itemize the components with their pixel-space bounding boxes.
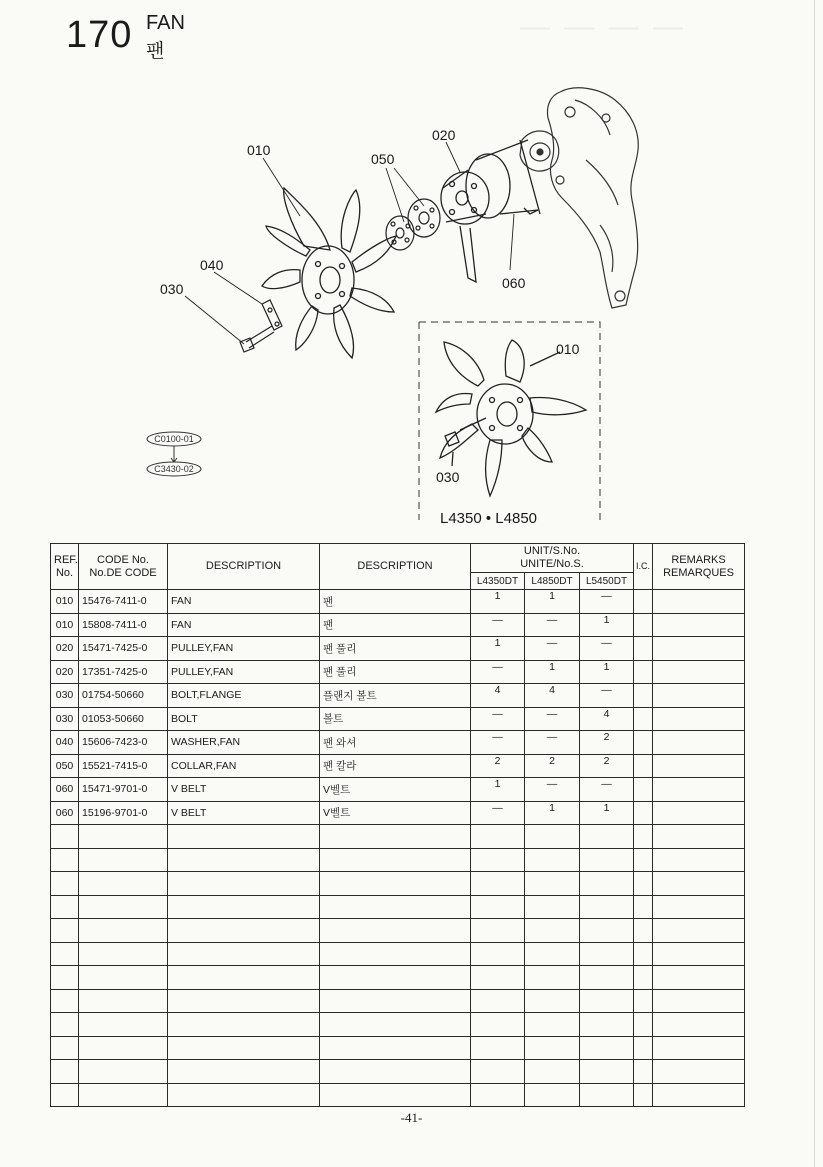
empty-table-row xyxy=(51,1013,745,1037)
qty-l4350dt-cell: 1 xyxy=(471,637,525,661)
description-en-cell xyxy=(168,825,320,849)
qty-l5450dt-cell: — xyxy=(580,684,634,708)
remarks-cell xyxy=(653,966,745,990)
parts-table-body xyxy=(51,590,745,1107)
qty-l4350dt-cell: 4 xyxy=(471,684,525,708)
description-en-cell xyxy=(168,919,320,943)
ref-no-cell: 050 xyxy=(51,754,79,778)
description-kr-cell: 팬 와셔 xyxy=(320,731,471,755)
code-no-cell: 17351-7425-0 xyxy=(79,660,168,684)
description-kr-cell xyxy=(320,825,471,849)
qty-l4350dt-cell: — xyxy=(471,801,525,825)
code-no-cell xyxy=(79,895,168,919)
ic-cell xyxy=(634,989,653,1013)
description-kr-cell: 볼트 xyxy=(320,707,471,731)
empty-table-row xyxy=(51,872,745,896)
description-en-cell: V BELT xyxy=(168,801,320,825)
header-unit: UNIT/S.No. UNITE/No.S. xyxy=(471,544,634,573)
qty-l5450dt-cell xyxy=(580,825,634,849)
description-kr-cell xyxy=(320,989,471,1013)
bleed-through-text: — — — — xyxy=(520,10,687,43)
code-no-cell: 15476-7411-0 xyxy=(79,590,168,614)
ref-no-cell xyxy=(51,919,79,943)
qty-l5450dt-cell xyxy=(580,1083,634,1107)
qty-l4850dt-cell xyxy=(525,1060,580,1084)
header-model-l5450dt: L5450DT xyxy=(580,573,634,590)
qty-l5450dt-cell xyxy=(580,919,634,943)
qty-l5450dt-cell xyxy=(580,1013,634,1037)
description-en-cell xyxy=(168,989,320,1013)
qty-l5450dt-cell: 1 xyxy=(580,660,634,684)
description-kr-cell xyxy=(320,1083,471,1107)
remarks-cell xyxy=(653,848,745,872)
qty-l4850dt-cell xyxy=(525,1083,580,1107)
code-no-cell xyxy=(79,1083,168,1107)
table-row xyxy=(51,637,745,661)
description-kr-cell xyxy=(320,919,471,943)
table-row xyxy=(51,590,745,614)
code-no-cell xyxy=(79,966,168,990)
table-row xyxy=(51,660,745,684)
ic-cell xyxy=(634,1013,653,1037)
header-code: CODE No. No.DE CODE xyxy=(79,544,168,590)
ic-cell xyxy=(634,872,653,896)
qty-l4350dt-cell xyxy=(471,966,525,990)
ref-no-cell: 060 xyxy=(51,801,79,825)
code-no-cell xyxy=(79,872,168,896)
qty-l4850dt-cell xyxy=(525,825,580,849)
qty-l4350dt-cell: — xyxy=(471,613,525,637)
description-kr-cell xyxy=(320,1060,471,1084)
ic-cell xyxy=(634,778,653,802)
ic-cell xyxy=(634,613,653,637)
remarks-cell xyxy=(653,754,745,778)
qty-l5450dt-cell: — xyxy=(580,637,634,661)
empty-table-row xyxy=(51,919,745,943)
ic-cell xyxy=(634,966,653,990)
code-no-cell xyxy=(79,848,168,872)
table-row xyxy=(51,731,745,755)
qty-l5450dt-cell: — xyxy=(580,778,634,802)
description-en-cell xyxy=(168,942,320,966)
ic-cell xyxy=(634,895,653,919)
code-no-cell xyxy=(79,1036,168,1060)
qty-l4350dt-cell: 1 xyxy=(471,778,525,802)
description-kr-cell xyxy=(320,848,471,872)
description-kr-cell: 팬 풀리 xyxy=(320,637,471,661)
code-no-cell xyxy=(79,825,168,849)
ref-no-cell: 030 xyxy=(51,684,79,708)
description-kr-cell xyxy=(320,872,471,896)
ic-cell xyxy=(634,660,653,684)
inset-callout-030: 030 xyxy=(436,469,460,485)
qty-l5450dt-cell: 4 xyxy=(580,707,634,731)
description-en-cell xyxy=(168,895,320,919)
description-en-cell xyxy=(168,872,320,896)
description-en-cell xyxy=(168,1060,320,1084)
remarks-cell xyxy=(653,872,745,896)
description-en-cell xyxy=(168,1013,320,1037)
callout-050: 050 xyxy=(371,151,395,167)
description-en-cell: PULLEY,FAN xyxy=(168,637,320,661)
description-en-cell xyxy=(168,848,320,872)
ic-cell xyxy=(634,684,653,708)
header-description-kr: DESCRIPTION xyxy=(320,544,471,590)
qty-l5450dt-cell xyxy=(580,966,634,990)
qty-l4350dt-cell xyxy=(471,989,525,1013)
description-en-cell xyxy=(168,1083,320,1107)
table-row xyxy=(51,754,745,778)
ref-no-cell xyxy=(51,825,79,849)
ref-no-cell: 010 xyxy=(51,613,79,637)
empty-table-row xyxy=(51,1083,745,1107)
ref-no-cell: 040 xyxy=(51,731,79,755)
remarks-cell xyxy=(653,801,745,825)
ic-cell xyxy=(634,919,653,943)
description-kr-cell xyxy=(320,942,471,966)
remarks-cell xyxy=(653,613,745,637)
code-no-cell xyxy=(79,942,168,966)
qty-l4350dt-cell xyxy=(471,872,525,896)
empty-table-row xyxy=(51,895,745,919)
parts-table xyxy=(50,543,745,1107)
fan-collars xyxy=(386,199,440,250)
description-kr-cell: 팬 xyxy=(320,590,471,614)
empty-table-row xyxy=(51,942,745,966)
ic-cell xyxy=(634,1060,653,1084)
description-en-cell: COLLAR,FAN xyxy=(168,754,320,778)
header-remarks: REMARKS REMARQUES xyxy=(653,544,745,590)
empty-table-row xyxy=(51,1036,745,1060)
qty-l4850dt-cell xyxy=(525,1013,580,1037)
qty-l4850dt-cell: — xyxy=(525,637,580,661)
callout-060: 060 xyxy=(502,275,526,291)
qty-l4350dt-cell xyxy=(471,1013,525,1037)
qty-l5450dt-cell: 2 xyxy=(580,754,634,778)
remarks-cell xyxy=(653,660,745,684)
header-ref: REF. No. xyxy=(51,544,79,590)
ref-no-cell xyxy=(51,966,79,990)
code-no-cell xyxy=(79,989,168,1013)
header-model-l4850dt: L4850DT xyxy=(525,573,580,590)
qty-l5450dt-cell xyxy=(580,872,634,896)
ref-no-cell xyxy=(51,1083,79,1107)
empty-table-row xyxy=(51,848,745,872)
ic-cell xyxy=(634,731,653,755)
ref-no-cell: 060 xyxy=(51,778,79,802)
callout-010: 010 xyxy=(247,142,271,158)
description-en-cell: BOLT xyxy=(168,707,320,731)
qty-l4850dt-cell: 1 xyxy=(525,590,580,614)
code-no-cell: 01053-50660 xyxy=(79,707,168,731)
qty-l5450dt-cell: 1 xyxy=(580,801,634,825)
description-kr-cell xyxy=(320,1013,471,1037)
ic-cell xyxy=(634,707,653,731)
code-no-cell: 15471-9701-0 xyxy=(79,778,168,802)
qty-l5450dt-cell xyxy=(580,942,634,966)
description-kr-cell xyxy=(320,1036,471,1060)
qty-l4850dt-cell xyxy=(525,872,580,896)
remarks-cell xyxy=(653,684,745,708)
callout-040: 040 xyxy=(200,257,224,273)
qty-l4350dt-cell xyxy=(471,1036,525,1060)
empty-table-row xyxy=(51,825,745,849)
qty-l4850dt-cell: 1 xyxy=(525,801,580,825)
empty-table-row xyxy=(51,989,745,1013)
qty-l4850dt-cell xyxy=(525,895,580,919)
qty-l5450dt-cell xyxy=(580,895,634,919)
inset-models-label: L4350 • L4850 xyxy=(440,510,538,527)
qty-l4850dt-cell xyxy=(525,966,580,990)
remarks-cell xyxy=(653,1013,745,1037)
qty-l4850dt-cell xyxy=(525,848,580,872)
ic-cell xyxy=(634,590,653,614)
qty-l4350dt-cell: 2 xyxy=(471,754,525,778)
code-no-cell: 01754-50660 xyxy=(79,684,168,708)
section-title-kr: 팬 xyxy=(146,40,165,62)
remarks-cell xyxy=(653,637,745,661)
empty-table-row xyxy=(51,966,745,990)
qty-l4850dt-cell: 2 xyxy=(525,754,580,778)
ref-no-cell: 020 xyxy=(51,660,79,684)
qty-l4350dt-cell xyxy=(471,942,525,966)
qty-l4350dt-cell xyxy=(471,1060,525,1084)
section-title-en: FAN xyxy=(146,12,185,34)
remarks-cell xyxy=(653,731,745,755)
remarks-cell xyxy=(653,942,745,966)
description-en-cell xyxy=(168,966,320,990)
table-row xyxy=(51,778,745,802)
qty-l4350dt-cell xyxy=(471,895,525,919)
qty-l4850dt-cell: — xyxy=(525,778,580,802)
ref-no-cell xyxy=(51,989,79,1013)
description-en-cell: BOLT,FLANGE xyxy=(168,684,320,708)
table-row xyxy=(51,613,745,637)
ic-cell xyxy=(634,801,653,825)
water-pump-housing xyxy=(520,88,638,308)
inset-callout-010: 010 xyxy=(556,341,580,357)
ref-no-cell: 030 xyxy=(51,707,79,731)
qty-l4350dt-cell: — xyxy=(471,707,525,731)
remarks-cell xyxy=(653,590,745,614)
qty-l4350dt-cell xyxy=(471,848,525,872)
ref-no-cell: 020 xyxy=(51,637,79,661)
ref-no-cell xyxy=(51,848,79,872)
qty-l5450dt-cell: 2 xyxy=(580,731,634,755)
empty-table-row xyxy=(51,1060,745,1084)
section-number: 170 xyxy=(66,14,133,56)
code-no-cell xyxy=(79,1060,168,1084)
ref-code-2: C3430-02 xyxy=(154,464,194,474)
remarks-cell xyxy=(653,1060,745,1084)
code-no-cell: 15606-7423-0 xyxy=(79,731,168,755)
remarks-cell xyxy=(653,707,745,731)
qty-l4850dt-cell: — xyxy=(525,613,580,637)
page-number: -41- xyxy=(400,1110,423,1125)
qty-l5450dt-cell xyxy=(580,1060,634,1084)
qty-l4850dt-cell xyxy=(525,919,580,943)
callout-030: 030 xyxy=(160,281,184,297)
remarks-cell xyxy=(653,919,745,943)
code-no-cell: 15521-7415-0 xyxy=(79,754,168,778)
fan-washer xyxy=(262,300,282,330)
qty-l4850dt-cell xyxy=(525,989,580,1013)
description-en-cell: V BELT xyxy=(168,778,320,802)
qty-l5450dt-cell xyxy=(580,989,634,1013)
exploded-parts-diagram xyxy=(0,0,823,540)
description-kr-cell: V벨트 xyxy=(320,778,471,802)
description-en-cell xyxy=(168,1036,320,1060)
ic-cell xyxy=(634,848,653,872)
description-kr-cell: 팬 칼라 xyxy=(320,754,471,778)
remarks-cell xyxy=(653,1036,745,1060)
ref-no-cell xyxy=(51,1013,79,1037)
description-en-cell: FAN xyxy=(168,590,320,614)
ref-no-cell xyxy=(51,942,79,966)
callout-020: 020 xyxy=(432,127,456,143)
remarks-cell xyxy=(653,895,745,919)
qty-l5450dt-cell: — xyxy=(580,590,634,614)
description-kr-cell: V벨트 xyxy=(320,801,471,825)
ref-no-cell xyxy=(51,1036,79,1060)
description-en-cell: PULLEY,FAN xyxy=(168,660,320,684)
remarks-cell xyxy=(653,825,745,849)
ic-cell xyxy=(634,754,653,778)
qty-l4350dt-cell xyxy=(471,919,525,943)
qty-l4350dt-cell xyxy=(471,825,525,849)
code-no-cell xyxy=(79,1013,168,1037)
description-en-cell: WASHER,FAN xyxy=(168,731,320,755)
qty-l4850dt-cell xyxy=(525,942,580,966)
fan-pulley xyxy=(441,154,510,224)
description-kr-cell xyxy=(320,895,471,919)
flange-bolt xyxy=(240,326,274,352)
remarks-cell xyxy=(653,1083,745,1107)
ref-no-cell xyxy=(51,895,79,919)
qty-l5450dt-cell xyxy=(580,848,634,872)
qty-l4850dt-cell: — xyxy=(525,707,580,731)
qty-l4850dt-cell: 4 xyxy=(525,684,580,708)
code-no-cell: 15471-7425-0 xyxy=(79,637,168,661)
description-kr-cell: 플랜지 볼트 xyxy=(320,684,471,708)
description-kr-cell: 팬 xyxy=(320,613,471,637)
ic-cell xyxy=(634,1036,653,1060)
qty-l5450dt-cell: 1 xyxy=(580,613,634,637)
table-row xyxy=(51,801,745,825)
ic-cell xyxy=(634,637,653,661)
table-row xyxy=(51,684,745,708)
remarks-cell xyxy=(653,989,745,1013)
code-no-cell: 15808-7411-0 xyxy=(79,613,168,637)
ref-no-cell: 010 xyxy=(51,590,79,614)
qty-l5450dt-cell xyxy=(580,1036,634,1060)
qty-l4850dt-cell: — xyxy=(525,731,580,755)
ref-code-1: C0100-01 xyxy=(154,434,194,444)
code-no-cell xyxy=(79,919,168,943)
description-kr-cell: 팬 풀리 xyxy=(320,660,471,684)
ic-cell xyxy=(634,825,653,849)
table-row xyxy=(51,707,745,731)
ic-cell xyxy=(634,942,653,966)
qty-l4350dt-cell: 1 xyxy=(471,590,525,614)
code-no-cell: 15196-9701-0 xyxy=(79,801,168,825)
remarks-cell xyxy=(653,778,745,802)
description-en-cell: FAN xyxy=(168,613,320,637)
qty-l4350dt-cell: — xyxy=(471,660,525,684)
qty-l4850dt-cell xyxy=(525,1036,580,1060)
header-model-l4350dt: L4350DT xyxy=(471,573,525,590)
ref-no-cell xyxy=(51,872,79,896)
ref-no-cell xyxy=(51,1060,79,1084)
header-ic: I.C. xyxy=(634,544,653,590)
qty-l4350dt-cell xyxy=(471,1083,525,1107)
ic-cell xyxy=(634,1083,653,1107)
qty-l4350dt-cell: — xyxy=(471,731,525,755)
header-description-en: DESCRIPTION xyxy=(168,544,320,590)
description-kr-cell xyxy=(320,966,471,990)
cooling-fan xyxy=(262,188,396,358)
qty-l4850dt-cell: 1 xyxy=(525,660,580,684)
